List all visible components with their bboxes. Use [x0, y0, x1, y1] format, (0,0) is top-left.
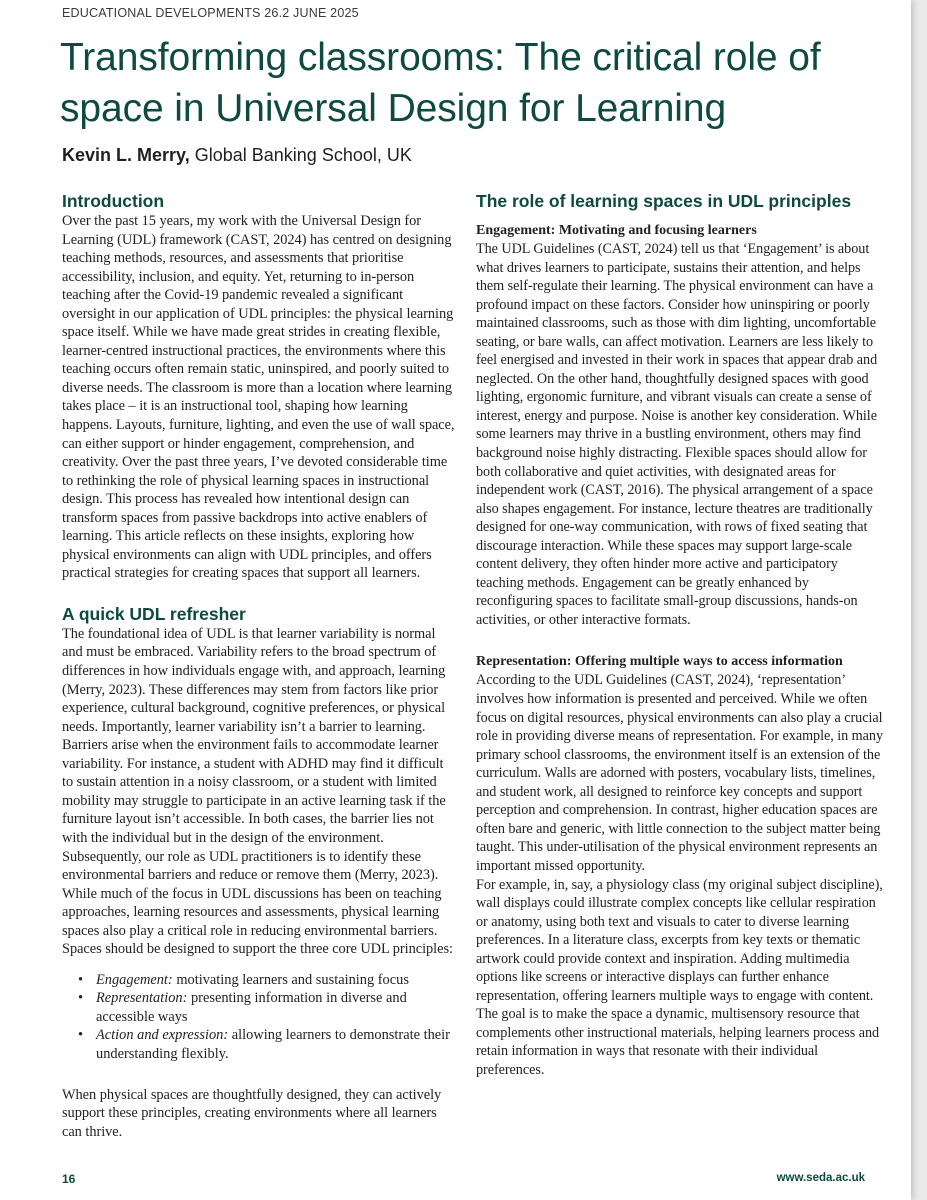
list-item — [74, 1026, 457, 1063]
list-item-term: Engagement: — [96, 971, 173, 988]
udl-principles-list — [74, 971, 457, 1064]
refresher-body: The foundational idea of UDL is that learner variability is normal and must be embraced. Variability refers to the broad spectrum of differences in how individuals engage with, and approach, learning (Merry, 2023). These differences may stem from factors like prior experience, cultural background, cognitive preferences, or physical needs. Importantly, learner variability isn’t a barrier to learning. Barriers arise when the environment fails to accommodate learner variability. For instance, a student with ADHD may find it difficult to sustain attention in a noisy classroom, or a student with limited mobility may struggle to participate in an active learning task if the furniture layout isn’t accessible. In both cases, the barrier lies not with the individual but in the design of the environment. Subsequently, our role as UDL practitioners is to identify these environmental barriers and reduce or remove them (Merry, 2023). While much of the focus in UDL discussions has been on teaching approaches, learning resources and assessments, physical learning spaces also play a critical role in reducing environmental barriers. Spaces should be designed to support the three core UDL principles: — [62, 625, 453, 958]
list-item — [74, 971, 457, 990]
list-item-text: presenting information in diverse and accessible ways — [96, 990, 407, 1025]
list-item-text: allowing learners to demonstrate their understanding flexibly. — [96, 1027, 450, 1062]
introduction-body: Over the past 15 years, my work with the Universal Design for Learning (UDL) framework (CAST, 2024) has centred on designing teaching methods, resources, and assessments that prioritise accessibility, inclusion, and equity. Yet, returning to in-person teaching after the Covid-19 pandemic revealed a significant oversight in our application of UDL principles: the physical learning space itself. While we have made great strides in creating flexible, learner-centred instructional practices, the environments where this teaching occurs often remain static, uninspired, and poorly suited to diverse needs. The classroom is more than a location where learning takes place – it is an instructional tool, shaping how learning happens. Layouts, furniture, lighting, and even the use of wall space, can either support or hinder engagement, comprehension, and creativity. Over the past three years, I’ve devoted considerable time to rethinking the role of physical learning spaces in instructional design. This process has revealed how intentional design can transform spaces from passive backdrops into active enablers of learning. This article reflects on these insights, exploring how physical environments can align with UDL principles, and offers practical strategies for creating spaces that support all learners. — [62, 213, 455, 582]
page-number: 16 — [62, 1172, 76, 1186]
right-column — [476, 190, 886, 1080]
representation-body-1: According to the UDL Guidelines (CAST, 2024), ‘representation’ involves how information is presented and perceived. While we often focus on digital resources, physical environments can also play a crucial role in providing diverse means of representation. For example, in many primary school classrooms, the environment itself is an extension of the curriculum. Walls are adorned with posters, vocabulary lists, timelines, and student work, all designed to reinforce key concepts and support perception and comprehension. In contrast, higher education spaces are often bare and generic, with little connection to the subject matter being taught. This under-utilisation of the physical environment represents an important missed opportunity. — [476, 672, 883, 874]
role-heading: The role of learning spaces in UDL principles — [476, 191, 852, 211]
list-item-term: Representation: — [96, 990, 188, 1007]
author-name: Kevin L. Merry, — [62, 145, 190, 165]
running-head: EDUCATIONAL DEVELOPMENTS 26.2 JUNE 2025 — [62, 6, 359, 20]
engagement-subheading: Engagement: Motivating and focusing learners — [476, 223, 757, 238]
representation-body-2: For example, in, say, a physiology class (my original subject discipline), wall displays could illustrate complex concepts like cellular respiration or anatomy, using both text and visuals to cater to diverse learning preferences. In a literature class, excerpts from key texts or thematic artwork could provide context and inspiration. Adding multimedia options like screens or interactive displays can further enhance representation, offering learners multiple ways to engage with content. The goal is to make the space a dynamic, multisensory resource that complements other instructional materials, helping learners process and retain information in ways that resonate with their individual preferences. — [476, 876, 883, 1078]
footer-url[interactable]: www.seda.ac.uk — [776, 1172, 865, 1184]
article-title: Transforming classrooms: The critical role of space in Universal Design for Learning — [60, 36, 821, 130]
engagement-body: The UDL Guidelines (CAST, 2024) tell us that ‘Engagement’ is about what drives learners to participate, sustains their attention, and helps them self-regulate their learning. The physical environment can have a profound impact on these factors. Consider how uninspiring or poorly maintained classrooms, such as those with dim lighting, uncomfortable seating, or bare walls, can affect motivation. Learners are less likely to feel energised and invested in their work in spaces that appear drab and neglected. On the other hand, thoughtfully designed spaces with good lighting, ergonomic furniture, and vibrant visuals can create a sense of interest, energy and purpose. Noise is another key consideration. While some learners may thrive in a bustling environment, others may find background noise highly distracting. Flexible spaces should allow for both collaborative and quiet activities, with designated areas for independent work (CAST, 2016). The physical arrangement of a space also shapes engagement. For instance, lecture theatres are traditionally designed for one-way communication, with rows of fixed seating that discourage interaction. While these spaces may support large-scale content delivery, they often hinder more active and participatory teaching methods. Engagement can be greatly enhanced by reconfiguring spaces to facilitate small-group discussions, hands-on activities, or other interactive formats. — [476, 241, 878, 628]
introduction-heading: Introduction — [62, 191, 165, 211]
refresher-closing: When physical spaces are thoughtfully designed, they can actively support these principles, creating environments where all learners can thrive. — [62, 1086, 442, 1140]
byline — [62, 145, 412, 166]
left-column — [62, 190, 457, 1141]
representation-subheading: Representation: Offering multiple ways to access information — [476, 654, 843, 670]
author-affiliation: Global Banking School, UK — [194, 145, 412, 165]
list-item — [74, 989, 457, 1026]
list-item-text: motivating learners and sustaining focus — [172, 971, 409, 988]
list-item-term: Action and expression: — [96, 1027, 229, 1044]
refresher-heading: A quick UDL refresher — [62, 603, 246, 624]
